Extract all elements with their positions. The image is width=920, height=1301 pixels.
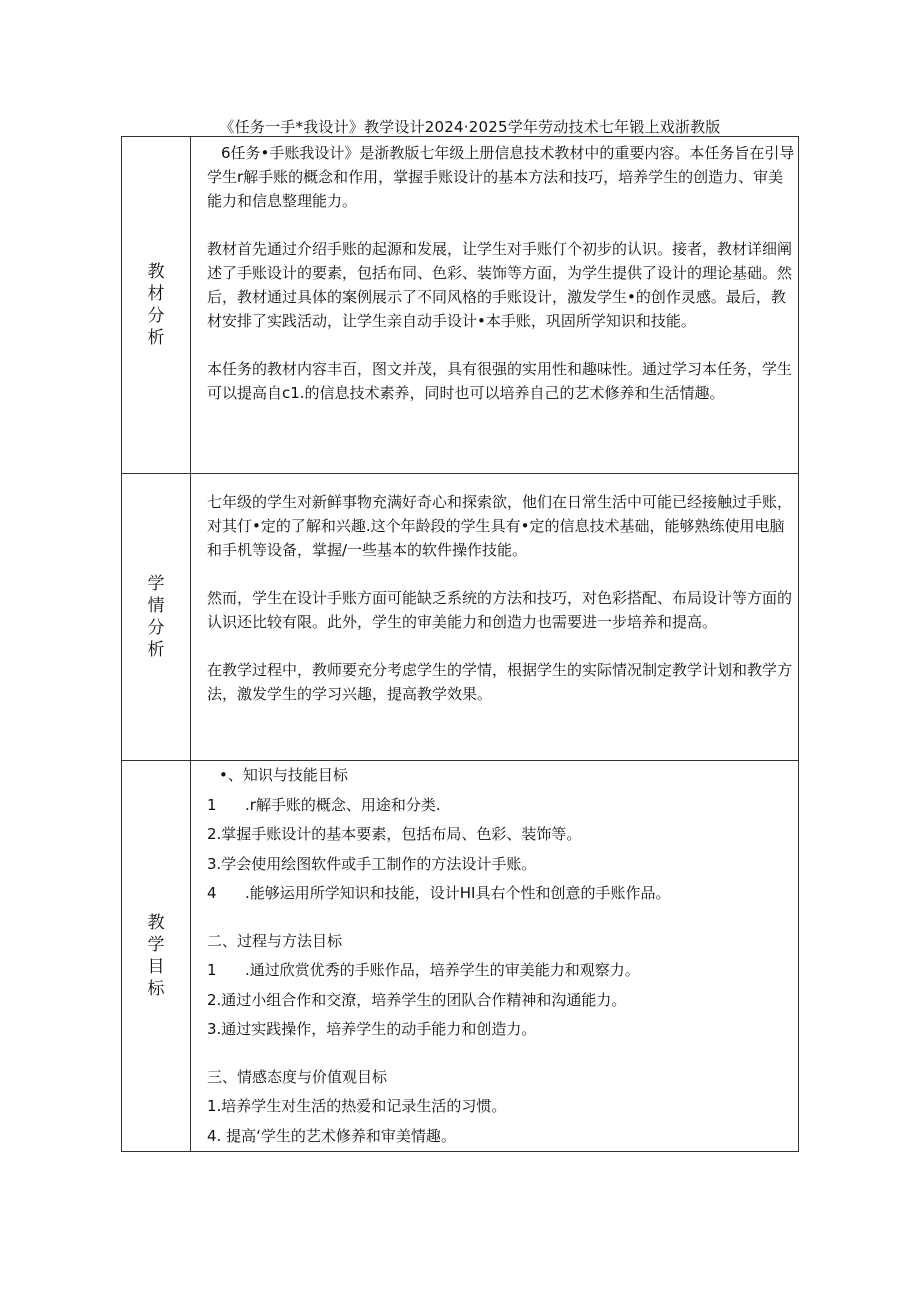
label-char: 教 [147, 262, 165, 282]
section-heading: •、知识与技能目标 [219, 766, 348, 784]
label-char: 情 [147, 596, 165, 616]
list-item: 1.培养学生对生活的热爱和记录生活的习惯。 [207, 1097, 507, 1115]
section-heading: 三、情感态度与价值观目标 [207, 1067, 388, 1086]
row-label-textbook-analysis [122, 137, 191, 474]
label-char: 教 [147, 913, 165, 933]
label-char: 分 [147, 618, 165, 638]
label-char: 标 [147, 979, 165, 999]
paragraph: 教材首先通过介绍手账的起源和发展，让学生对手账仃个初步的认识。接者，教材详细阐述了手账设计的要素，包括布同、色彩、装饰等方面，为学生提供了设计的理论基础。然后，教材通过具体的案例展示了不同风格的手账设计，激发学生•的创作灵感。最后，教材安排了实践活动，让学生亲自动手设计•本手账，巩固所学知识和技能。 [207, 240, 793, 330]
list-item: 4 .能够运用所学知识和技能，设计HI具右个性和创意的手账作品。 [207, 884, 671, 902]
textbook-analysis-content [191, 137, 799, 474]
list-item: 1 .r解手账的概念、用途和分类. [207, 795, 441, 814]
label-char: 学 [147, 935, 165, 955]
row-label-student-analysis [122, 474, 191, 761]
section-heading: 二、过程与方法目标 [207, 931, 343, 950]
list-item: 2.掌握手账设计的基本要素，包括布局、色彩、装饰等。 [207, 825, 582, 843]
label-char: 析 [147, 640, 165, 660]
label-char: 学 [147, 574, 165, 594]
label-char: 分 [147, 306, 165, 326]
paragraph: 6任务•手账我设计》是浙教版七年级上册信息技术教材中的重要内容。本任务旨在引导学生r解手账的概念和作用，掌握手账设计的基本方法和技巧，培养学生的创造力、审美能力和信息整理能力。 [207, 144, 795, 210]
list-item: 3.通过实践操作，培养学生的动手能力和创造力。 [207, 1020, 537, 1038]
label-char: 材 [147, 284, 165, 304]
list-item: 1 .通过欣赏优秀的手账作品，培养学生的审美能力和观察力。 [207, 961, 640, 979]
row-label-teaching-objectives [122, 761, 191, 1152]
label-char: 目 [147, 957, 165, 977]
paragraph: 然而，学生在设计手账方面可能缺乏系统的方法和技巧，对色彩搭配、布局设计等方面的认识还比较有限。此外，学生的审美能力和创造力也需要进一步培养和提高。 [207, 589, 793, 631]
table-row-student-analysis [122, 474, 799, 761]
label-char: 析 [147, 328, 165, 348]
teaching-objectives-content [191, 761, 799, 1152]
lesson-plan-table [121, 136, 799, 1152]
list-item: 4. 提高‘学生的艺术修养和审美情趣。 [207, 1126, 456, 1145]
document-title: 《任务一手*我设计》教学设计2024·2025学年劳动技术七年锻上戏浙教版 [219, 118, 721, 136]
table-row-textbook-analysis [122, 137, 799, 474]
list-item: 3.学会使用绘图软件或手工制作的方法设计手账。 [207, 854, 537, 873]
paragraph: 本任务的教材内容丰百，图文并茂，具有很强的实用性和趣味性。通过学习本任务，学生可以提高自c1.的信息技术素养，同时也可以培养自己的艺术修养和生活情趣。 [207, 360, 793, 402]
paragraph: 在教学过程中，教师要充分考虑学生的学情，根据学生的实际情况制定教学计划和教学方法，激发学生的学习兴趣，提高教学效果。 [207, 661, 793, 703]
table-row-teaching-objectives [122, 761, 799, 1152]
list-item: 2.通过小组合作和交潦，培养学生的团队合作精神和沟通能力。 [207, 990, 627, 1009]
paragraph: 七年级的学生对新鲜事物充满好奇心和探索欲，他们在日常生活中可能已经接触过手账，对其仃•定的了解和兴趣.这个年龄段的学生具有•定的信息技术基础，能够熟练使用电脑和手机等设备，掌握/一些基本的软件操作技能。 [207, 493, 793, 559]
student-analysis-content [191, 474, 799, 761]
